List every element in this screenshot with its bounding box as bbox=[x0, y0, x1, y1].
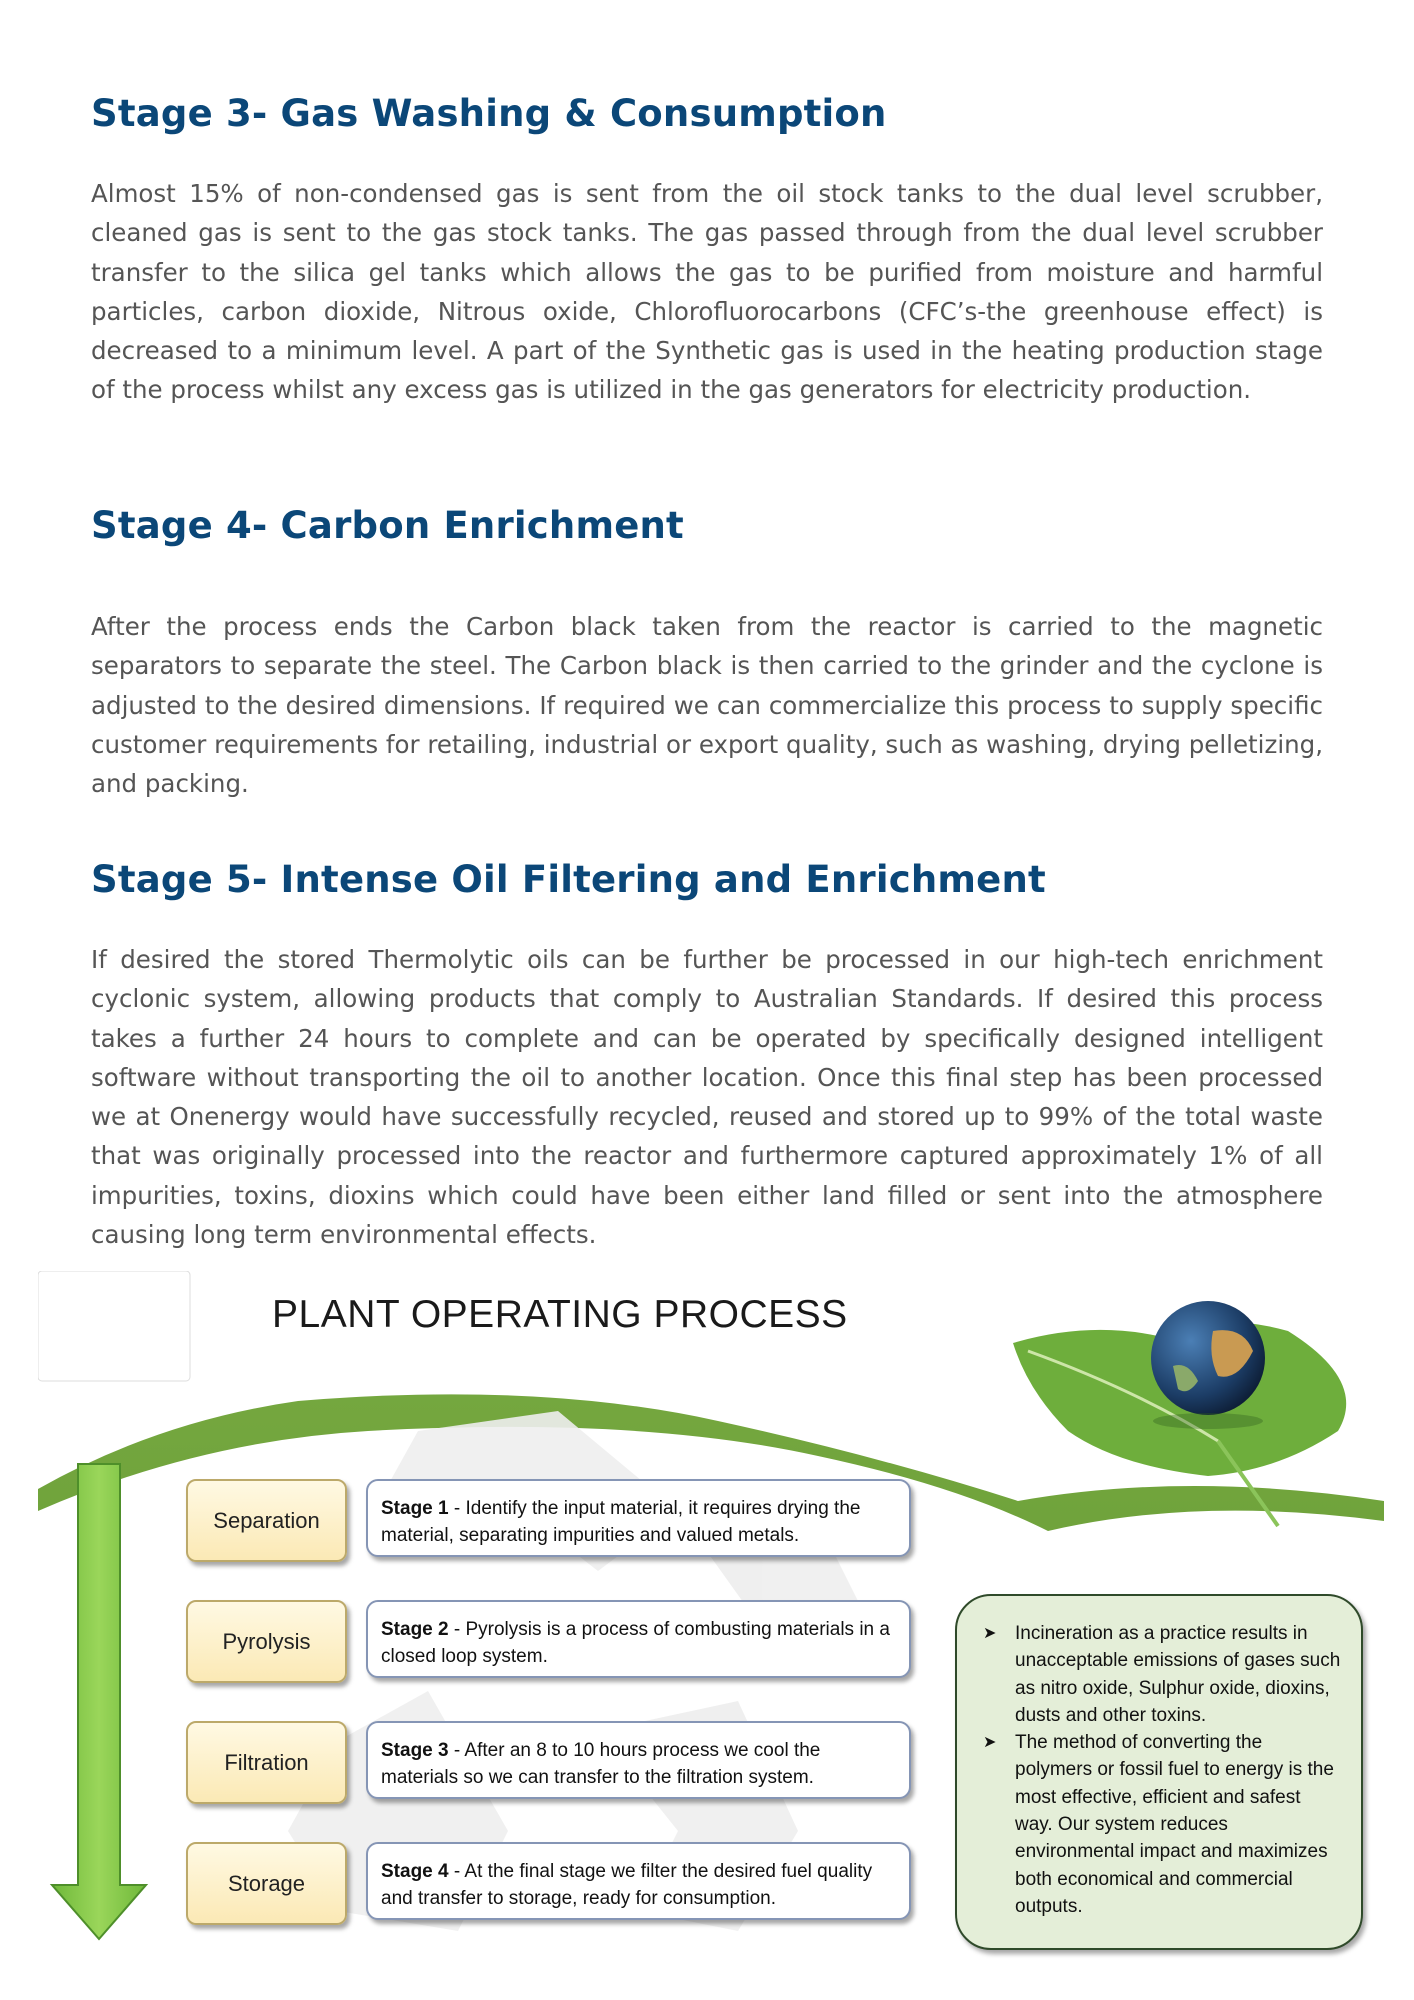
benefits-info-box bbox=[955, 1594, 1363, 1950]
stage-number: Stage 3 bbox=[381, 1740, 449, 1761]
section-heading-stage-3: Stage 3- Gas Washing & Consumption bbox=[91, 92, 887, 135]
section-heading-stage-4: Stage 4- Carbon Enrichment bbox=[91, 504, 684, 547]
stage-label-pyrolysis: Pyrolysis bbox=[186, 1600, 347, 1683]
benefits-list bbox=[983, 1620, 1341, 1920]
stage-description-4 bbox=[366, 1842, 911, 1920]
stage-number: Stage 2 bbox=[381, 1619, 449, 1640]
stage-text: - At the final stage we filter the desired fuel quality and transfer to storage, ready for consumption. bbox=[381, 1861, 873, 1909]
stage-label-storage: Storage bbox=[186, 1842, 347, 1925]
infographic-title: PLANT OPERATING PROCESS bbox=[272, 1293, 848, 1336]
stage-text: - After an 8 to 10 hours process we cool the materials so we can transfer to the filtration system. bbox=[381, 1740, 821, 1788]
stage-description-3 bbox=[366, 1721, 911, 1799]
stage-description-2 bbox=[366, 1600, 911, 1678]
benefit-item: ➤ The method of converting the polymers or fossil fuel to energy is the most effective, efficient and safest way. Our system reduces environmental impact and maximizes both economical and commercial outputs. bbox=[983, 1729, 1341, 1920]
stage-text: - Pyrolysis is a process of combusting materials in a closed loop system. bbox=[381, 1619, 890, 1667]
stage-label-separation: Separation bbox=[186, 1479, 347, 1562]
section-body-stage-4: After the process ends the Carbon black taken from the reactor is carried to the magnetic separators to separate the steel. The Carbon black is then carried to the grinder and the cyclone is adjusted to the desired dimensions. If required we can commercialize this process to supply specific customer requirements for retailing, industrial or export quality, such as washing, drying pelletizing, and packing. bbox=[91, 612, 1323, 799]
arrow-bullet-icon: ➤ bbox=[983, 1734, 997, 1752]
section-body-stage-5: If desired the stored Thermolytic oils can be further be processed in our high-tech enrichment cyclonic system, allowing products that comply to Australian Standards. If desired this process takes a further 24 hours to complete and can be operated by specifically designed intelligent software without transporting the oil to another location. Once this final step has been processed we at Onenergy would have successfully recycled, reused and stored up to 99% of the total waste that was originally processed into the reactor and furthermore captured approximately 1% of all impurities, toxins, dioxins which could have been either land filled or sent into the atmosphere causing long term environmental effects. bbox=[91, 945, 1323, 1250]
stage-number: Stage 1 bbox=[381, 1498, 449, 1519]
stage-label-filtration: Filtration bbox=[186, 1721, 347, 1804]
benefit-item: ➤ Incineration as a practice results in unacceptable emissions of gases such as nitro oxide, Sulphur oxide, dioxins, dusts and other toxins. bbox=[983, 1620, 1341, 1729]
stage-number: Stage 4 bbox=[381, 1861, 449, 1882]
section-heading-stage-5: Stage 5- Intense Oil Filtering and Enrichment bbox=[91, 858, 1046, 901]
section-body-stage-3: Almost 15% of non-condensed gas is sent from the oil stock tanks to the dual level scrubber, cleaned gas is sent to the gas stock tanks. The gas passed through from the dual level scrubber transfer to the silica gel tanks which allows the gas to be purified from moisture and harmful particles, carbon dioxide, Nitrous oxide, Chlorofluorocarbons (CFC’s-the greenhouse effect) is decreased to a minimum level. A part of the Synthetic gas is used in the heating production stage of the process whilst any excess gas is utilized in the gas generators for electricity production. bbox=[91, 179, 1323, 405]
stage-description-1 bbox=[366, 1479, 911, 1557]
stage-text: - Identify the input material, it requires drying the material, separating impurities and valued metals. bbox=[381, 1498, 861, 1546]
plant-operating-process-infographic bbox=[38, 1271, 1384, 1989]
arrow-bullet-icon: ➤ bbox=[983, 1625, 997, 1642]
